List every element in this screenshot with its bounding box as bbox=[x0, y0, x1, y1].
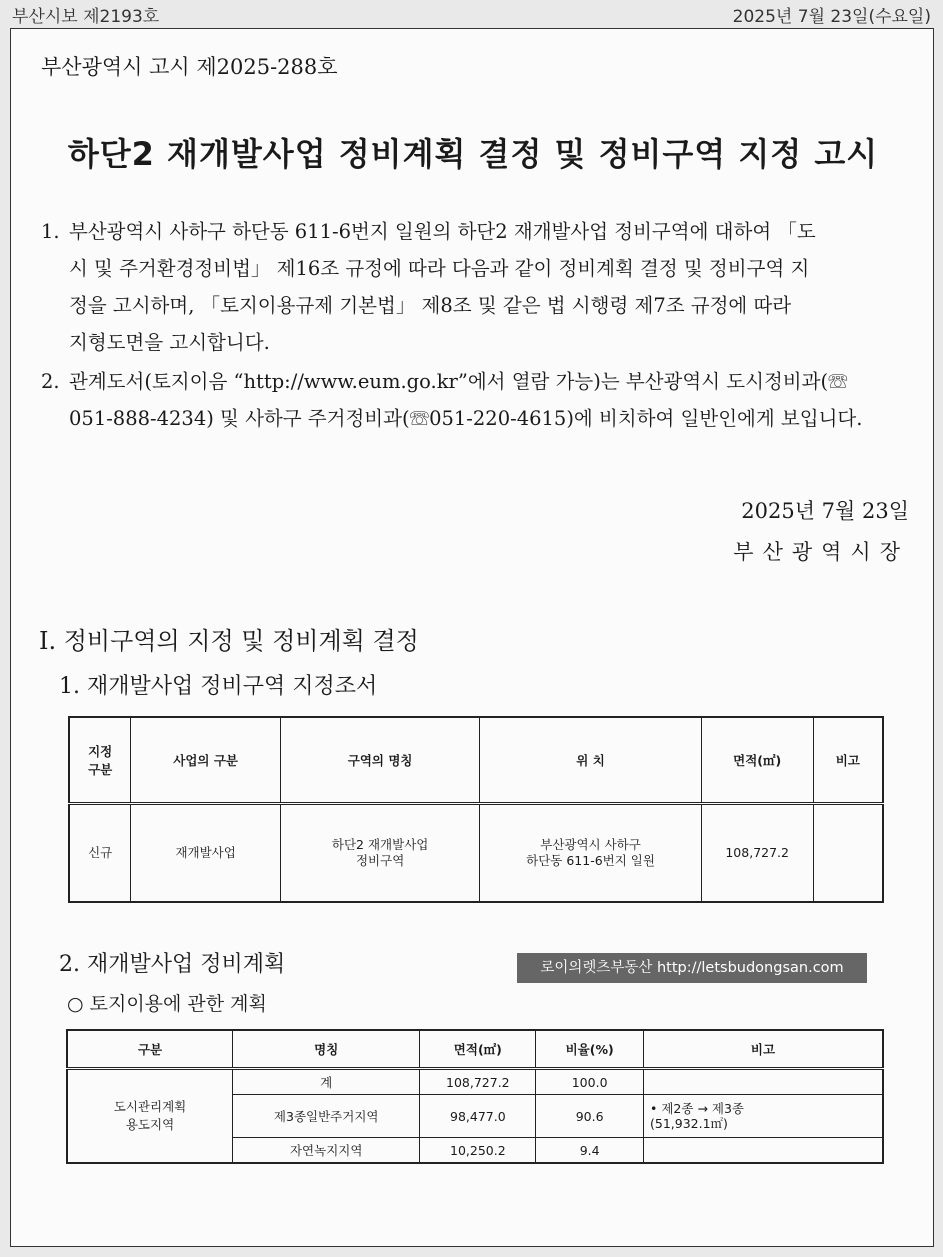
gazette-header bbox=[0, 0, 943, 28]
item-line: 051-888-4234) 및 사하구 주거정비과(☏051-220-4615)에 비치하여 일반인에게 보입니다. bbox=[69, 407, 863, 430]
land-use-subtitle: ○ 토지이용에 관한 계획 bbox=[67, 993, 267, 1015]
th-location: 위 치 bbox=[480, 717, 701, 804]
notice-item-2 bbox=[41, 363, 921, 443]
th-ratio: 비율(%) bbox=[536, 1030, 644, 1069]
item-number: 2. bbox=[41, 370, 60, 393]
cell-remarks bbox=[813, 804, 883, 903]
th-project-type: 사업의 구분 bbox=[131, 717, 281, 804]
header-text: 지정 구분 bbox=[88, 744, 113, 777]
th-remarks: 비고 bbox=[644, 1030, 883, 1069]
item-line: 관계도서(토지이음 “http://www.eum.go.kr”에서 열람 가능)는 부산광역시 도시정비과(☏ bbox=[69, 370, 848, 393]
cell-ratio: 9.4 bbox=[536, 1138, 644, 1164]
cell-ratio: 90.6 bbox=[536, 1095, 644, 1138]
th-name: 명칭 bbox=[233, 1030, 420, 1069]
gazette-issue: 부산시보 제2193호 bbox=[12, 7, 160, 27]
table-row bbox=[69, 804, 883, 903]
cell-area: 108,727.2 bbox=[701, 804, 813, 903]
table-row bbox=[67, 1069, 883, 1095]
section-1-subtitle: 1. 재개발사업 정비구역 지정조서 bbox=[59, 674, 378, 699]
item-line: 시 및 주거환경정비법」 제16조 규정에 따라 다음과 같이 정비계획 결정 및 정비구역 지 bbox=[69, 257, 810, 280]
table-header-row bbox=[67, 1030, 883, 1069]
cell-designation: 신규 bbox=[69, 804, 131, 903]
item-line: 정을 고시하며, 「토지이용규제 기본법」 제8조 및 같은 법 시행령 제7조 규정에 따라 bbox=[69, 294, 792, 317]
th-designation bbox=[69, 717, 131, 804]
cell-name: 자연녹지지역 bbox=[233, 1138, 420, 1164]
cell-name: 계 bbox=[233, 1069, 420, 1095]
th-category: 구분 bbox=[67, 1030, 233, 1069]
cell-zone-name: 하단2 재개발사업 정비구역 bbox=[280, 804, 479, 903]
cell-area: 10,250.2 bbox=[420, 1138, 536, 1164]
signer: 부산광역시장 bbox=[733, 540, 909, 564]
section-1-title: I. 정비구역의 지정 및 정비계획 결정 bbox=[39, 627, 419, 655]
th-area: 면적(㎡) bbox=[420, 1030, 536, 1069]
item-line: 부산광역시 사하구 하단동 611-6번지 일원의 하단2 재개발사업 정비구역에 대하여 「도 bbox=[69, 220, 816, 243]
th-zone-name: 구역의 명칭 bbox=[280, 717, 479, 804]
land-use-table bbox=[66, 1029, 884, 1164]
cell-area: 98,477.0 bbox=[420, 1095, 536, 1138]
cell-remarks bbox=[644, 1138, 883, 1164]
table-header-row bbox=[69, 717, 883, 804]
notice-number: 부산광역시 고시 제2025-288호 bbox=[41, 55, 338, 79]
cell-ratio: 100.0 bbox=[536, 1069, 644, 1095]
item-number: 1. bbox=[41, 220, 60, 243]
watermark-banner: 로이의렛츠부동산 http://letsbudongsan.com bbox=[517, 953, 867, 983]
cell-area: 108,727.2 bbox=[420, 1069, 536, 1095]
cell-remarks: • 제2종 → 제3종 (51,932.1㎡) bbox=[644, 1095, 883, 1138]
th-remarks: 비고 bbox=[813, 717, 883, 804]
cell-category: 도시관리계획 용도지역 bbox=[67, 1069, 233, 1164]
gazette-date: 2025년 7월 23일(수요일) bbox=[732, 7, 931, 27]
cell-project-type: 재개발사업 bbox=[131, 804, 281, 903]
sign-date: 2025년 7월 23일 bbox=[741, 499, 909, 523]
cell-remarks bbox=[644, 1069, 883, 1095]
notice-title: 하단2 재개발사업 정비계획 결정 및 정비구역 지정 고시 bbox=[67, 135, 879, 173]
cell-name: 제3종일반주거지역 bbox=[233, 1095, 420, 1138]
designation-table bbox=[68, 716, 884, 903]
section-2-title: 2. 재개발사업 정비계획 bbox=[59, 952, 286, 977]
item-line: 지형도면을 고시합니다. bbox=[69, 331, 270, 354]
document-page bbox=[10, 28, 934, 1247]
cell-location: 부산광역시 사하구 하단동 611-6번지 일원 bbox=[480, 804, 701, 903]
th-area: 면적(㎡) bbox=[701, 717, 813, 804]
notice-item-1 bbox=[41, 213, 921, 363]
